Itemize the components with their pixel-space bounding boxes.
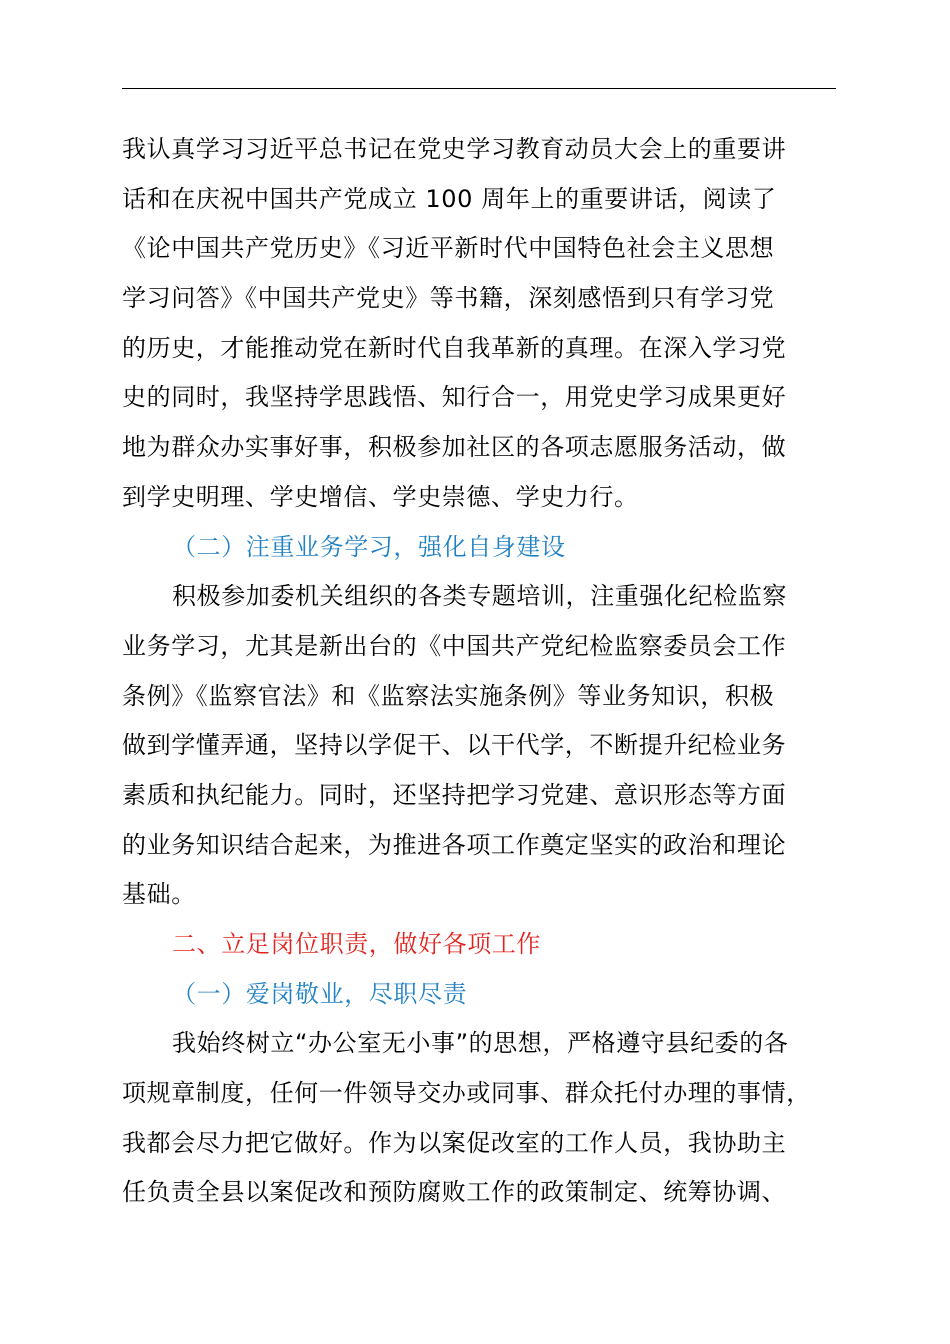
body-text-line: 学习问答》《中国共产党史》等书籍，深刻感悟到只有学习党 (122, 284, 775, 312)
header-rule (122, 88, 836, 89)
body-text-line: 素质和执纪能力。同时，还坚持把学习党建、意识形态等方面 (122, 781, 787, 809)
body-text-line: 地为群众办实事好事，积极参加社区的各项志愿服务活动，做 (122, 433, 787, 461)
section-heading: 二、立足岗位职责，做好各项工作 (172, 930, 541, 958)
body-text-line: 的业务知识结合起来，为推进各项工作奠定坚实的政治和理论 (122, 831, 787, 859)
sub-heading: （一）爱岗敬业，尽职尽责 (172, 980, 468, 1008)
body-text-line: 任负责全县以案促改和预防腐败工作的政策制定、统筹协调、 (122, 1178, 787, 1206)
body-text-line: 我始终树立“办公室无小事”的思想，严格遵守县纪委的各 (172, 1029, 789, 1057)
body-text-line: 条例》《监察官法》和《监察法实施条例》等业务知识，积极 (122, 682, 775, 710)
body-text-line: 史的同时，我坚持学思践悟、知行合一，用党史学习成果更好 (122, 383, 787, 411)
body-text-line: 业务学习，尤其是新出台的《中国共产党纪检监察委员会工作 (122, 632, 787, 660)
sub-heading: （二）注重业务学习，强化自身建设 (172, 533, 566, 561)
body-text-line: 做到学懂弄通，坚持以学促干、以干代学，不断提升纪检业务 (122, 731, 787, 759)
body-text-line: 我都会尽力把它做好。作为以案促改室的工作人员，我协助主 (122, 1129, 787, 1157)
body-text-line: 《论中国共产党历史》《习近平新时代中国特色社会主义思想 (122, 234, 775, 262)
body-text-line: 的历史，才能推动党在新时代自我革新的真理。在深入学习党 (122, 334, 787, 362)
body-text-line: 积极参加委机关组织的各类专题培训，注重强化纪检监察 (172, 582, 787, 610)
body-text-line: 项规章制度，任何一件领导交办或同事、群众托付办理的事情， (122, 1079, 811, 1107)
body-text-line: 话和在庆祝中国共产党成立 100 周年上的重要讲话，阅读了 (122, 185, 777, 213)
body-text-line: 到学史明理、学史增信、学史崇德、学史力行。 (122, 483, 639, 511)
body-text-line: 我认真学习习近平总书记在党史学习教育动员大会上的重要讲 (122, 135, 787, 163)
body-text-line: 基础。 (122, 880, 196, 908)
